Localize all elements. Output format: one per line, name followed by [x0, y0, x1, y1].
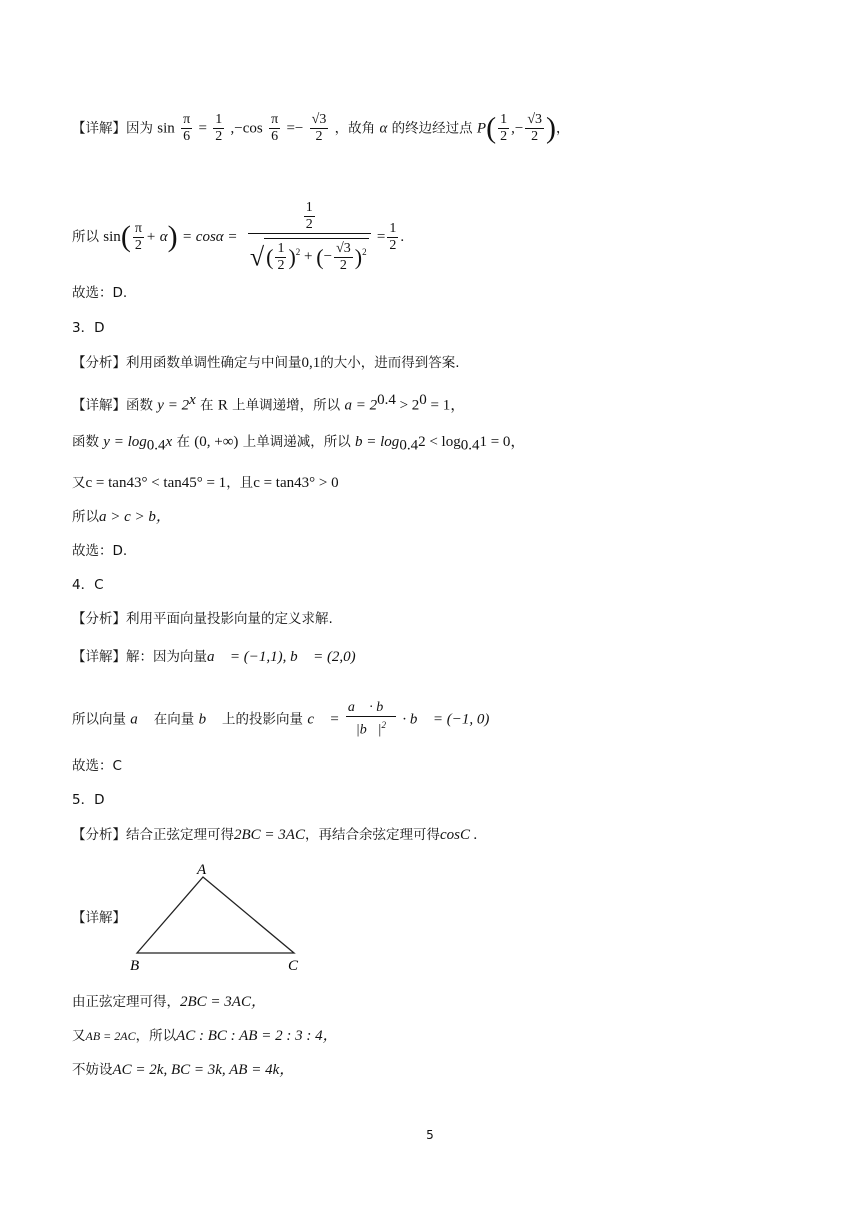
- paren-close: ): [546, 111, 556, 145]
- math-interval: (0, +∞): [194, 434, 239, 450]
- math-plus-alpha: + α: [145, 229, 168, 245]
- math-sub: 0.4: [146, 437, 166, 454]
- math-neg: −: [514, 120, 524, 137]
- text: 【分析】利用函数单调性确定与中间量: [72, 355, 302, 371]
- text: 【详解】因为: [72, 120, 153, 137]
- numerator: 1: [277, 241, 285, 256]
- fraction-1-2: [275, 241, 286, 274]
- math-r: R: [217, 397, 228, 414]
- denominator: 2: [500, 129, 508, 144]
- math-neg: −: [294, 120, 304, 137]
- denominator: 2: [389, 237, 397, 253]
- denominator: 2: [305, 217, 313, 232]
- denominator: 2: [339, 258, 347, 273]
- detail-line-2: 所以 sin( $\frac{\pi}{2}$ + α) = cosα = $\frac{1}{2}$ √( $\frac{1}{2}$ )$^2$ + (− $\frac{√3}{2}$ )$^2$ = $\frac{1}{2}$ .: [72, 200, 405, 273]
- q3-answer: 故选：D.: [72, 543, 128, 559]
- vertex-b-label: B: [130, 958, 140, 974]
- q4-detail-1: [72, 647, 367, 667]
- math-neg-cos: ,−cos: [230, 120, 263, 137]
- denominator: 2: [215, 129, 223, 144]
- denominator: 6: [183, 129, 191, 144]
- denominator: 2: [531, 129, 539, 144]
- fraction-1-2: [304, 200, 315, 233]
- text: 由正弦定理可得，: [72, 994, 180, 1010]
- math-expr: · b⃗ = (−1, 0)，: [402, 711, 501, 728]
- text: 的终边经过点: [391, 120, 473, 137]
- q5-header: 5．D: [72, 792, 105, 808]
- vertex-a-label: A: [197, 862, 207, 878]
- text: 又: [72, 475, 86, 491]
- denominator-sup: 2: [381, 720, 387, 730]
- text: 函数: [72, 434, 99, 450]
- denominator-sqrt: √( $\frac{1}{2}$ )$^2$ + (− $\frac{√3}{2}$ )$^2$: [248, 234, 371, 274]
- math-expr: 2 < log: [418, 434, 461, 450]
- text: ，再结合余弦定理可得: [304, 827, 440, 843]
- text: ，故角: [334, 120, 376, 137]
- math-expr: a > c > b，: [99, 509, 171, 525]
- math-expr: b = log: [355, 434, 400, 450]
- text: ，所以: [135, 1028, 177, 1044]
- math-eq: =: [198, 120, 207, 137]
- numerator: 1: [500, 112, 508, 127]
- q3-header: 3．D: [72, 320, 105, 336]
- denominator: 2: [277, 258, 285, 273]
- q5-line-1: [72, 992, 266, 1012]
- fraction-pi-6: [181, 112, 192, 145]
- text: 所以: [72, 229, 99, 245]
- fraction-sqrt3-2: [310, 112, 329, 145]
- text: 又: [72, 1028, 86, 1044]
- math-expr: y = 2: [157, 397, 190, 414]
- denominator: 6: [271, 129, 279, 144]
- vertex-c-label: C: [288, 958, 299, 974]
- math-eq: =: [286, 120, 295, 137]
- denominator: [346, 717, 396, 739]
- math-sup: x: [189, 392, 196, 408]
- triangle-shape: [137, 877, 294, 953]
- q5-line-3: [72, 1060, 294, 1080]
- numerator: a⃗ · b⃗: [347, 700, 395, 715]
- numerator: 1: [215, 112, 223, 127]
- fraction-pi-6: [269, 112, 280, 145]
- math-sub: 0.4: [460, 437, 480, 454]
- q5-detail-label: 【详解】: [72, 910, 126, 926]
- math-eq: =: [376, 229, 386, 245]
- math-expr: = 1，: [426, 397, 466, 414]
- math-expr: 2BC = 3AC: [234, 827, 305, 843]
- text: 所以向量: [72, 711, 126, 728]
- math-expr: a = 2: [344, 397, 378, 414]
- numerator: [248, 200, 371, 234]
- text: 在: [176, 434, 190, 450]
- numerator: 1: [389, 220, 397, 236]
- q5-line-2: [72, 1026, 338, 1046]
- math-point-p: P: [476, 120, 487, 137]
- math-expr: AC : BC : AB = 2 : 3 : 4，: [176, 1028, 338, 1044]
- math-expr: 2BC = 3AC，: [180, 994, 266, 1010]
- text: 在: [200, 397, 214, 414]
- math-sup: 0.4: [377, 392, 396, 408]
- q4-answer: 故选：C: [72, 758, 122, 774]
- text: 的大小，进而得到答案.: [320, 355, 460, 371]
- numerator: √3: [336, 241, 351, 256]
- numerator: 1: [305, 200, 313, 215]
- q3-detail-3: [72, 473, 339, 493]
- q4-analysis: 【分析】利用平面向量投影向量的定义求解.: [72, 611, 333, 627]
- triangle-figure: [128, 860, 308, 975]
- q3-detail-4: [72, 507, 171, 527]
- text: 在向量: [153, 711, 195, 728]
- math-vec-a: a⃗: [130, 711, 150, 728]
- text: 【分析】结合正弦定理可得: [72, 827, 234, 843]
- numerator: √3: [527, 112, 542, 127]
- math-expr: c = tan43° > 0: [253, 475, 339, 491]
- q3-analysis: [72, 353, 460, 373]
- text: 上单调递减，所以: [242, 434, 351, 450]
- math-expr: x: [165, 434, 173, 450]
- math-vec-b: b⃗: [198, 711, 218, 728]
- math-alpha: α: [379, 120, 388, 137]
- text: 【详解】解：因为向量: [72, 649, 207, 665]
- paren-open: (: [486, 111, 497, 145]
- text: 不妨设: [72, 1062, 113, 1078]
- numerator: √3: [311, 112, 327, 127]
- big-fraction: [248, 200, 371, 274]
- detail-line-1: 【详解】因为 sin $\frac{\pi}{6}$ = $\frac{1}{2}$ ,−cos $\frac{\pi}{6}$ =− $\frac{√3}{2}$ ，故角 α 的终边经过点 P( $\frac{1}{2}$ ,− $\frac{√3}{2}$ )，: [72, 111, 570, 145]
- numerator: π: [134, 220, 142, 236]
- paren-open: (: [120, 220, 131, 253]
- math-sin: sin: [103, 229, 121, 245]
- math-cos-alpha: = cosα =: [181, 229, 238, 245]
- math-expr: cosC .: [439, 827, 478, 843]
- text: 上单调递增，所以: [232, 397, 341, 414]
- numerator: π: [183, 112, 191, 127]
- math-expr: > 2: [395, 397, 420, 414]
- math-expr: 1 = 0，: [479, 434, 526, 450]
- text: 所以: [72, 509, 99, 525]
- math-expr: y = log: [103, 434, 147, 450]
- answer-line: 故选：D.: [72, 285, 128, 301]
- projection-fraction: [346, 700, 396, 739]
- denominator-text: |b⃗|: [355, 722, 382, 738]
- fraction-sqrt3-2: [525, 112, 544, 145]
- text: ，且: [226, 475, 254, 491]
- math-expr: AB = 2AC: [85, 1029, 136, 1043]
- denominator: 2: [315, 129, 323, 144]
- math-sub: 0.4: [399, 437, 419, 454]
- page-number: 5: [426, 1128, 434, 1142]
- math-sup: 0: [419, 392, 427, 408]
- q4-detail-2: [72, 700, 501, 739]
- q5-analysis: [72, 825, 477, 845]
- q3-detail-2: [72, 432, 525, 456]
- text: ，: [556, 120, 570, 137]
- numerator: π: [271, 112, 279, 127]
- denominator: 2: [134, 237, 142, 253]
- math-expr: c = tan43° < tan45° = 1: [85, 475, 227, 491]
- text: 【详解】函数: [72, 397, 153, 414]
- fraction-1-2: [387, 221, 398, 254]
- math-vec-c: c⃗ =: [307, 711, 340, 728]
- fraction-sqrt3-2: [334, 241, 353, 274]
- math-sin: sin: [157, 120, 175, 137]
- q4-header: 4．C: [72, 577, 104, 593]
- fraction-1-2: [213, 112, 224, 145]
- math-values: 0,1: [301, 355, 321, 371]
- paren-close: ): [167, 220, 178, 253]
- math-expr: AC = 2k, BC = 3k, AB = 4k，: [112, 1062, 295, 1078]
- text: 上的投影向量: [222, 711, 304, 728]
- q3-detail-1: [72, 390, 465, 416]
- fraction-1-2: [498, 112, 509, 145]
- fraction-pi-2: [133, 221, 144, 254]
- math-vectors: a⃗ = (−1,1), b⃗ = (2,0)，: [207, 649, 368, 665]
